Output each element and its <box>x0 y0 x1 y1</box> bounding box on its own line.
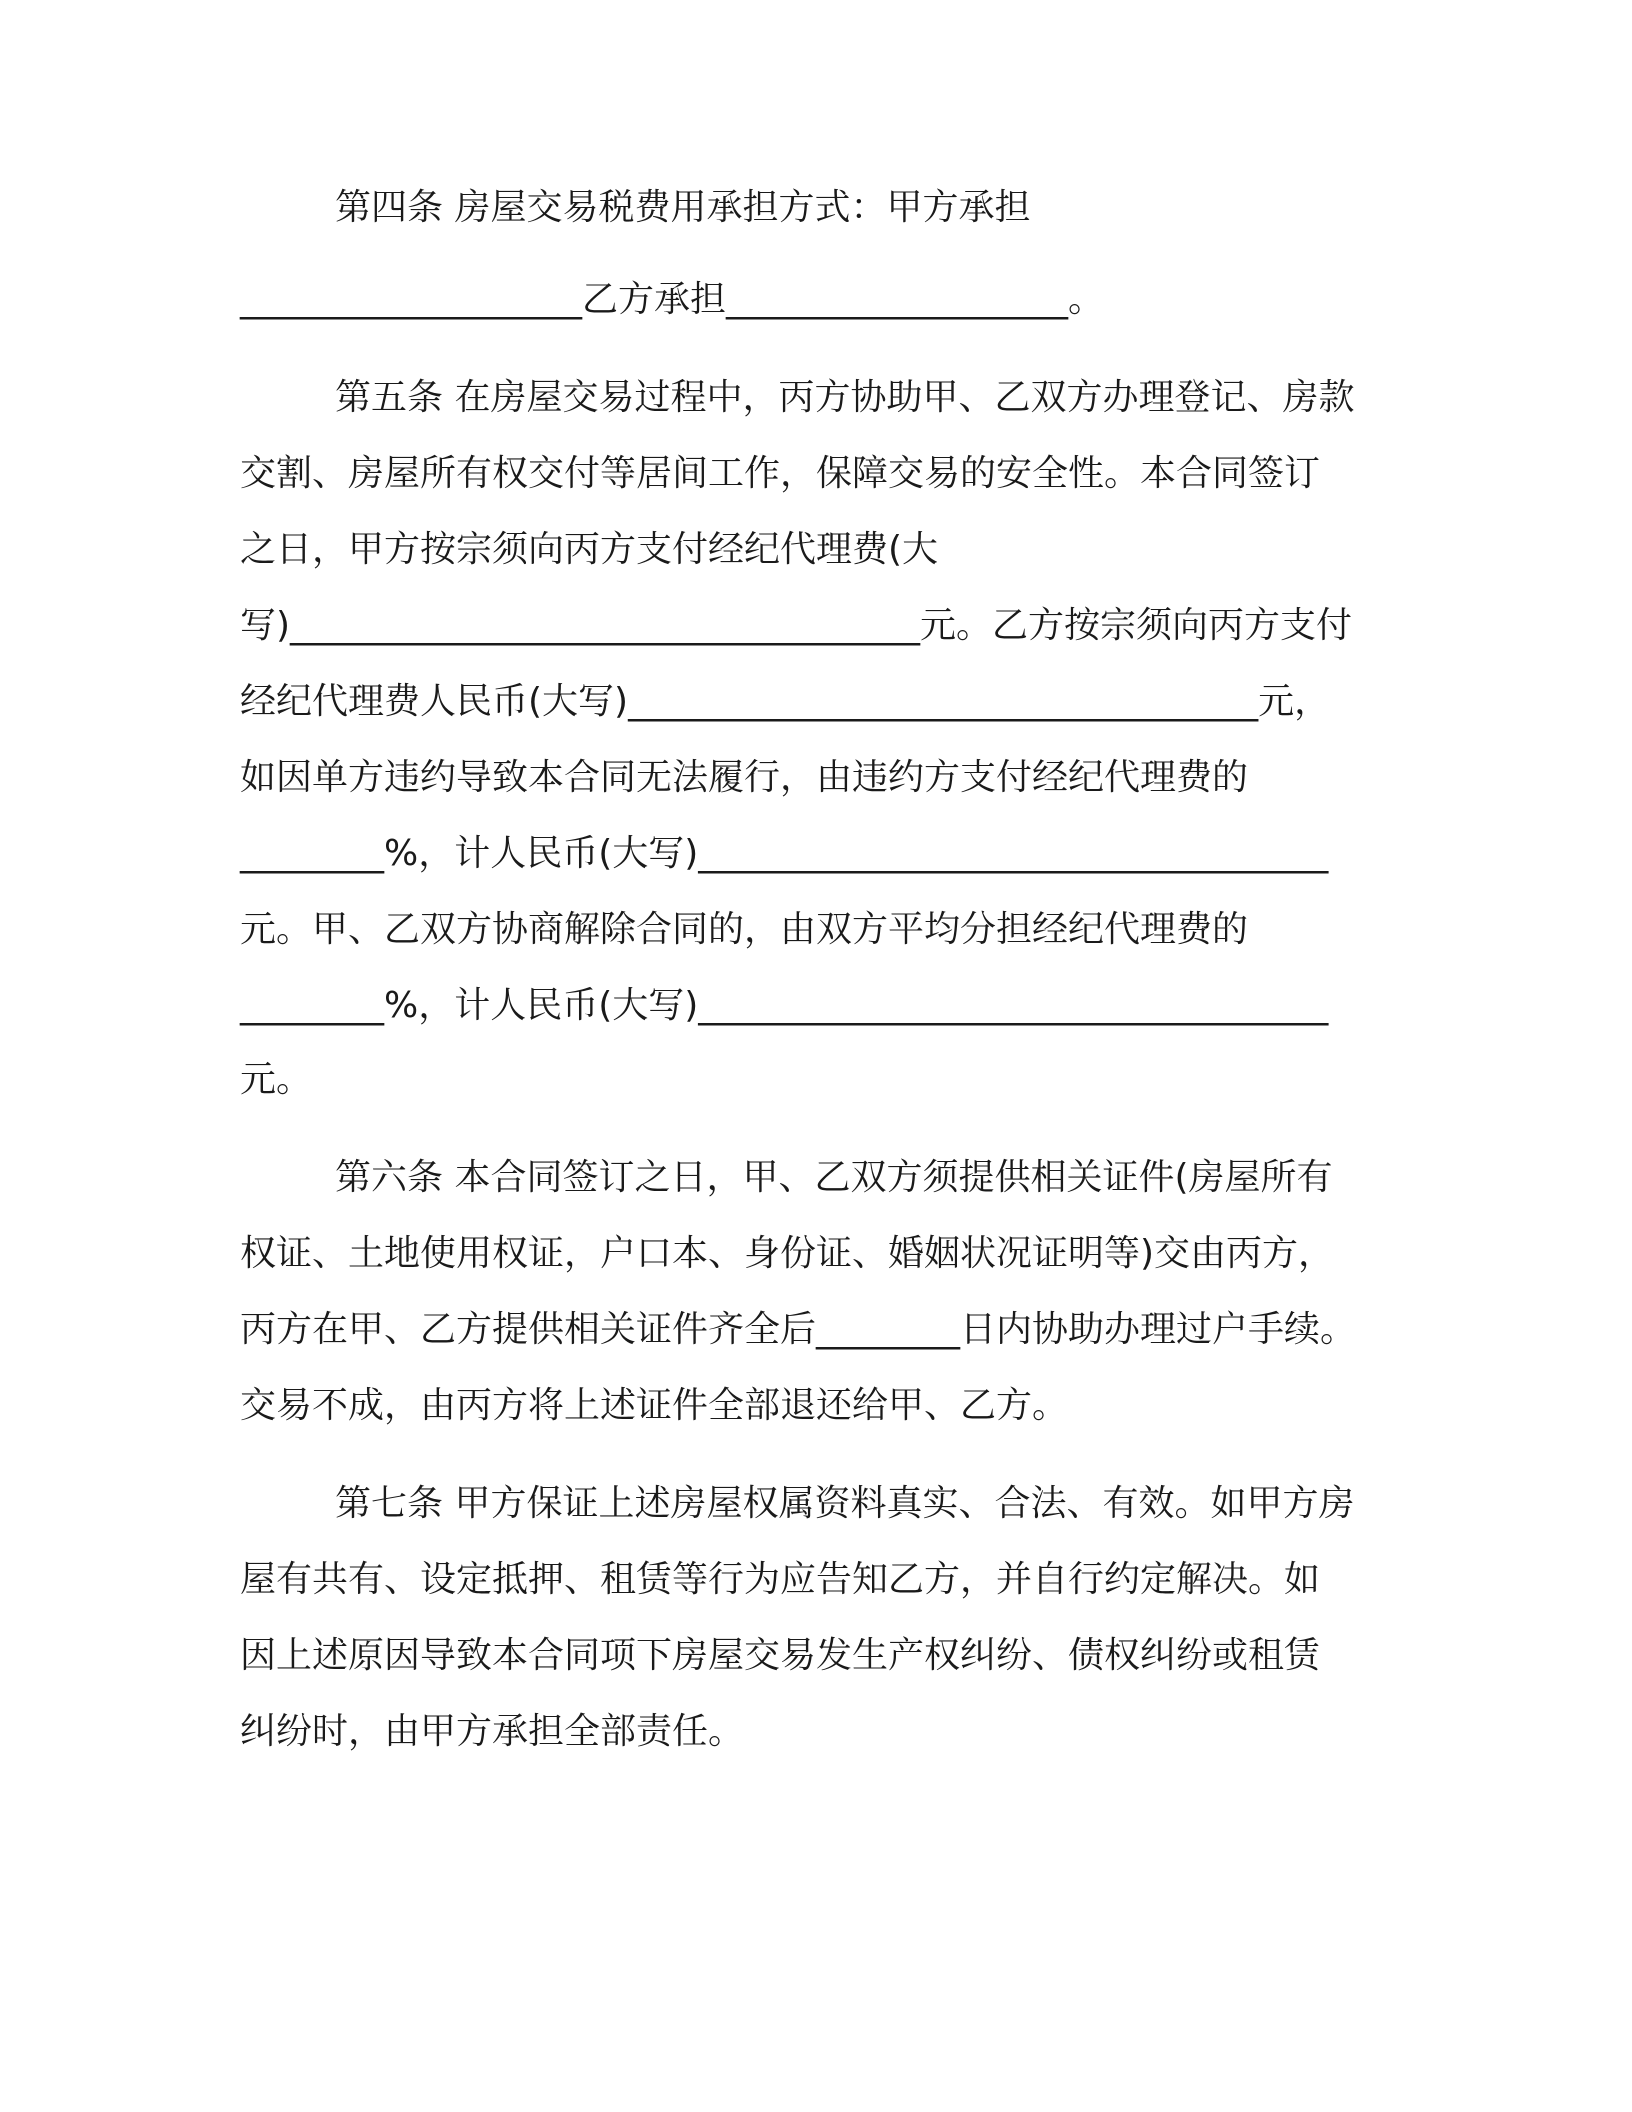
article-5-line-5: 经纪代理费人民币(大写)___________________________________元， <box>240 681 1331 722</box>
article-6-line-2: 权证、土地使用权证，户口本、身份证、婚姻状况证明等)交由丙方， <box>240 1233 1335 1274</box>
article-4-line-1: 第四条 房屋交易税费用承担方式：甲方承担 <box>335 187 1031 228</box>
article-5-line-6: 如因单方违约导致本合同无法履行，由违约方支付经纪代理费的 <box>240 757 1249 798</box>
article-5-line-8: 元。甲、乙双方协商解除合同的，由双方平均分担经纪代理费的 <box>240 909 1249 950</box>
article-5-line-7: ________%，计人民币(大写)___________________________________ <box>240 833 1329 874</box>
article-5-line-4: 写)___________________________________元。乙方按宗须向丙方支付 <box>240 605 1353 646</box>
article-6-line-3: 丙方在甲、乙方提供相关证件齐全后________日内协助办理过户手续。 <box>240 1309 1357 1350</box>
article-7-line-4: 纠纷时，由甲方承担全部责任。 <box>240 1711 745 1752</box>
article-7-line-2: 屋有共有、设定抵押、租赁等行为应告知乙方，并自行约定解决。如 <box>240 1559 1321 1600</box>
article-7-line-1: 第七条 甲方保证上述房屋权属资料真实、合法、有效。如甲方房 <box>335 1483 1355 1524</box>
article-7-line-3: 因上述原因导致本合同项下房屋交易发生产权纠纷、债权纠纷或租赁 <box>240 1635 1321 1676</box>
article-5-line-1: 第五条 在房屋交易过程中，丙方协助甲、乙双方办理登记、房款 <box>335 377 1355 418</box>
article-5-line-2: 交割、房屋所有权交付等居间工作，保障交易的安全性。本合同签订 <box>240 453 1321 494</box>
article-5-line-10: 元。 <box>240 1059 313 1100</box>
article-5-line-3: 之日，甲方按宗须向丙方支付经纪代理费(大 <box>240 529 939 570</box>
article-5-line-9: ________%，计人民币(大写)___________________________________ <box>240 985 1329 1026</box>
article-6-line-1: 第六条 本合同签订之日，甲、乙双方须提供相关证件(房屋所有 <box>335 1157 1333 1198</box>
article-4-line-2: ___________________乙方承担___________________。 <box>240 279 1105 320</box>
article-6-line-4: 交易不成，由丙方将上述证件全部退还给甲、乙方。 <box>240 1385 1069 1426</box>
